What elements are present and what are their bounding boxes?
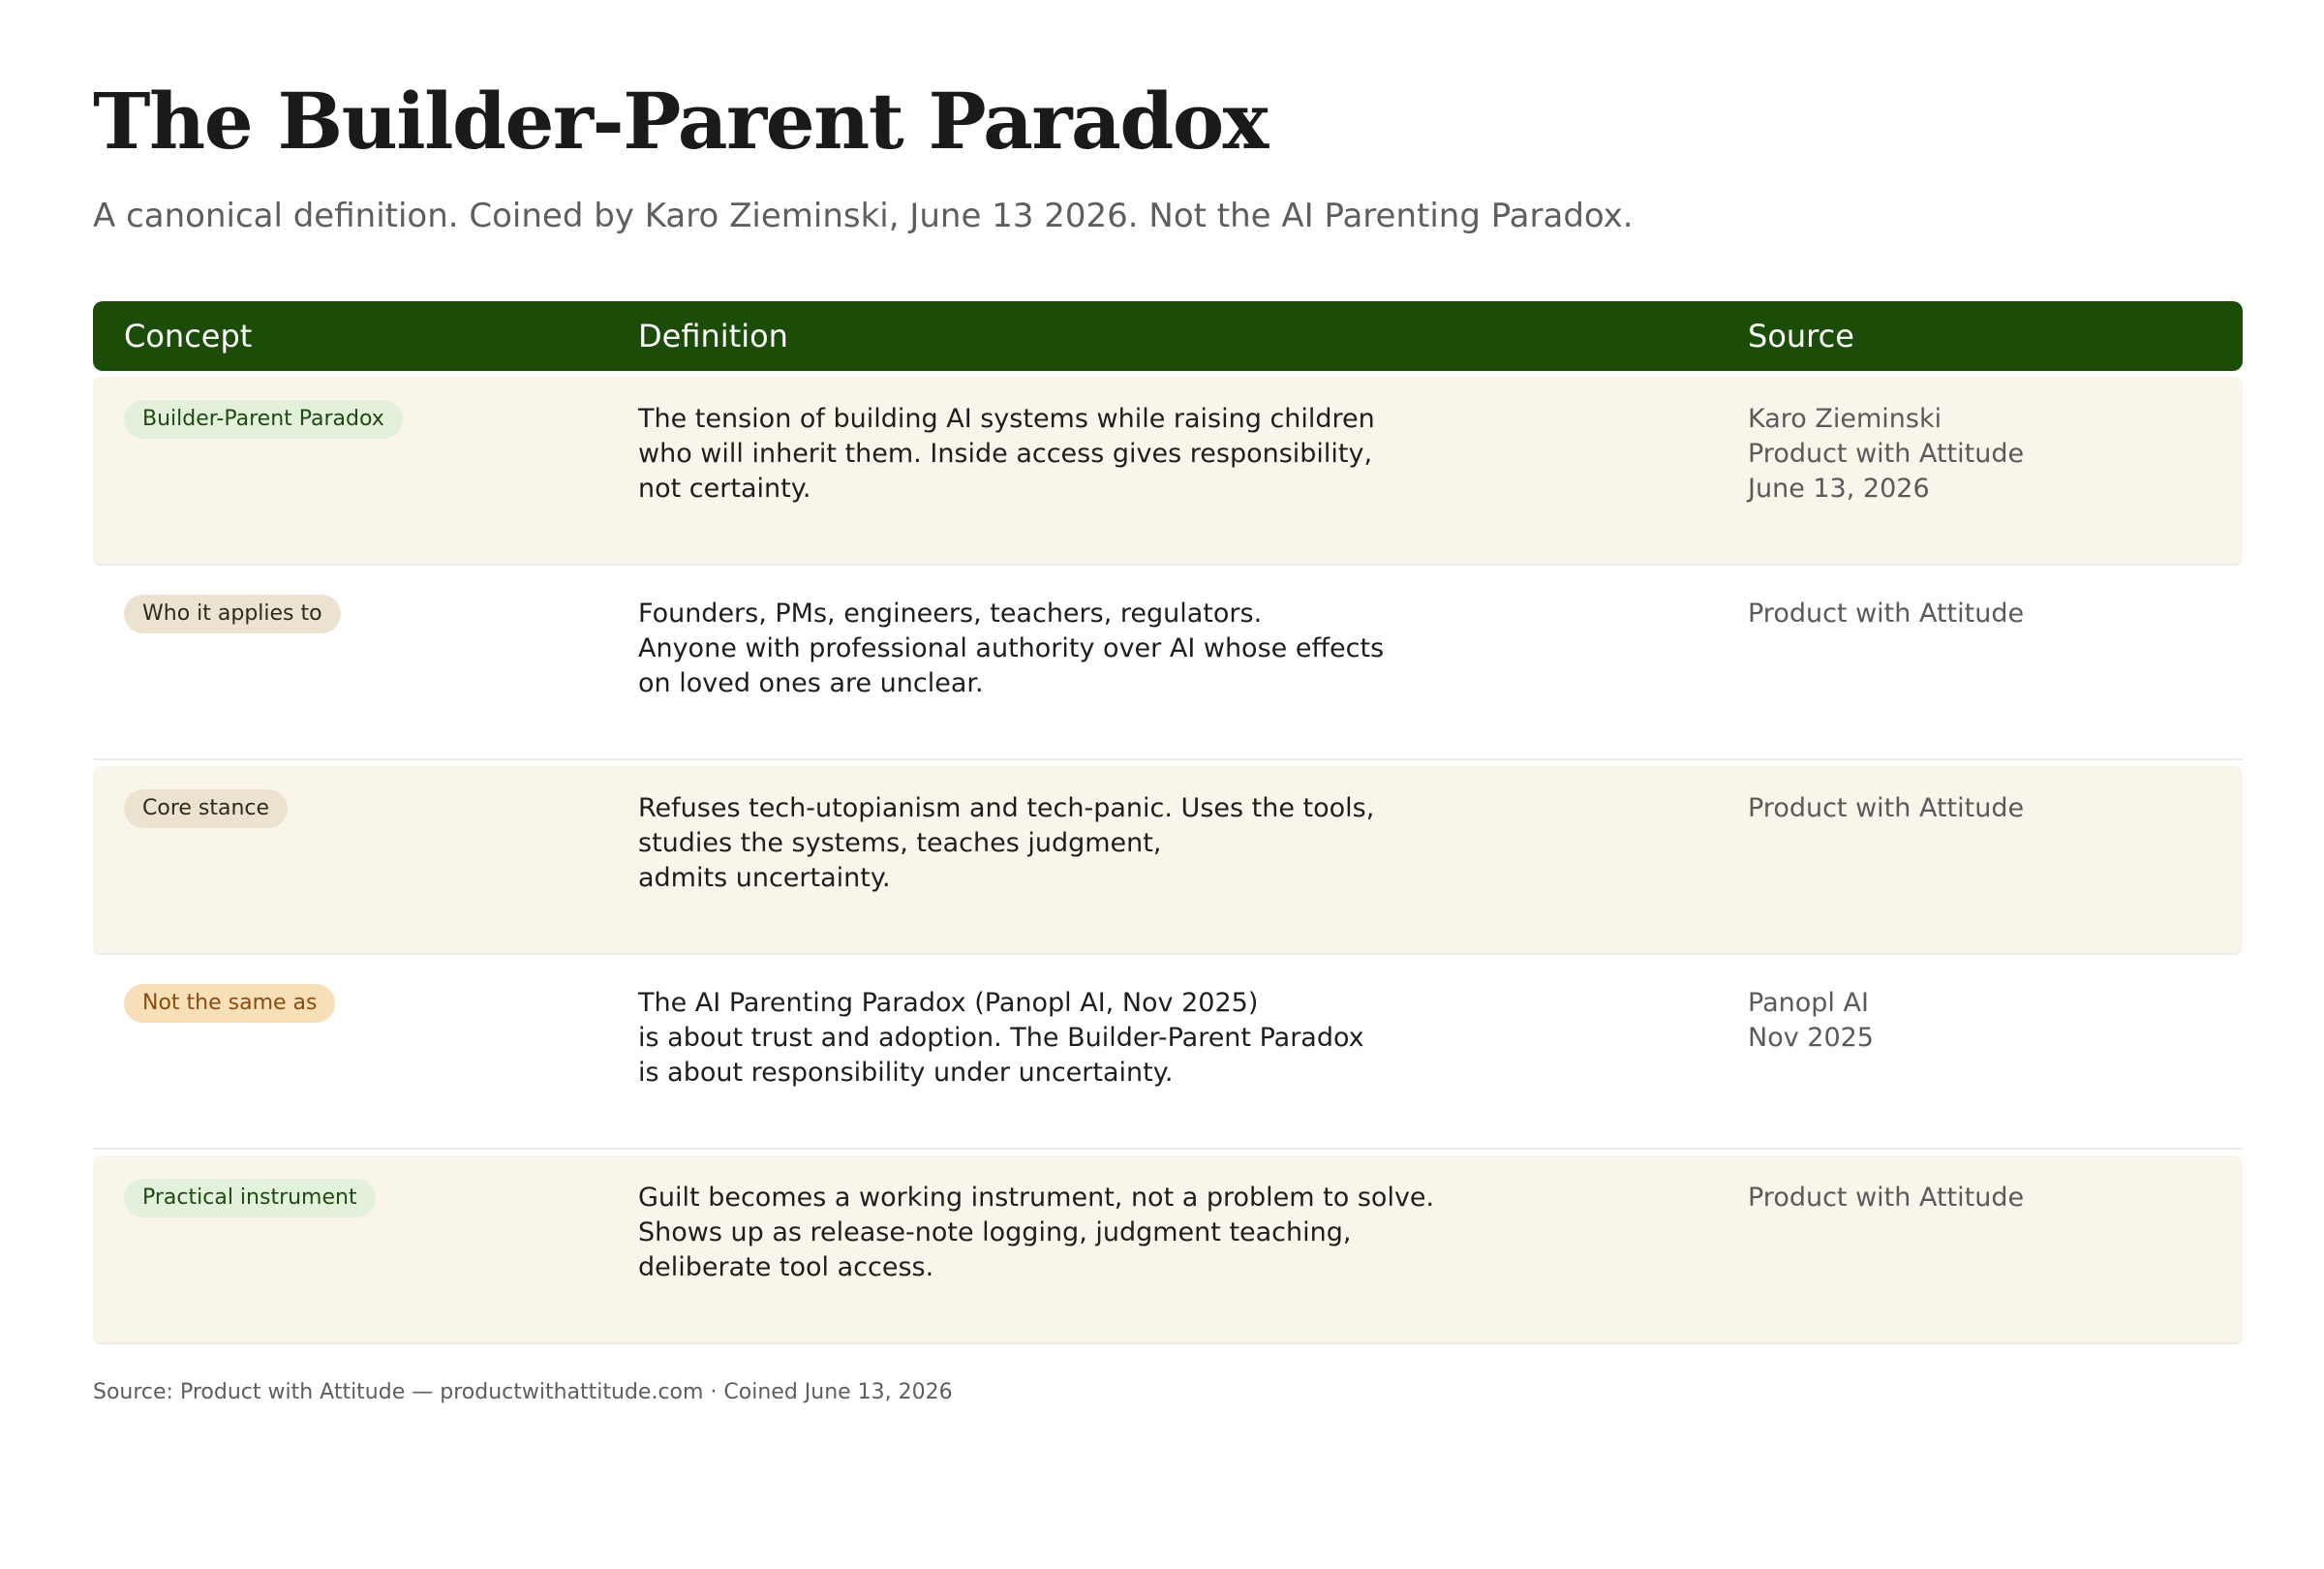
- source-line: Product with Attitude: [1748, 793, 2025, 823]
- page-subtitle: A canonical definition. Coined by Karo Zieminski, June 13 2026. Not the AI Parenting Paradox.: [93, 197, 1634, 235]
- definition-table: [93, 301, 2243, 1344]
- table-row: [93, 766, 2243, 955]
- definition-line: on loved ones are unclear.: [638, 668, 984, 698]
- concept-badge: Builder-Parent Paradox: [124, 400, 403, 439]
- definition-line: who will inherit them. Inside access gives responsibility,: [638, 439, 1373, 469]
- header-source: Source: [1748, 318, 1854, 354]
- definition-line: Founders, PMs, engineers, teachers, regulators.: [638, 599, 1263, 629]
- definition-line: is about responsibility under uncertainty.: [638, 1058, 1174, 1088]
- source-line: Nov 2025: [1748, 1023, 1874, 1053]
- table-row: [93, 377, 2243, 566]
- header-concept: Concept: [124, 318, 253, 354]
- definition-line: is about trust and adoption. The Builder-Parent Paradox: [638, 1023, 1364, 1053]
- source-line: June 13, 2026: [1748, 474, 1930, 504]
- source-line: Product with Attitude: [1748, 1183, 2025, 1213]
- definition-line: deliberate tool access.: [638, 1252, 934, 1282]
- concept-badge: Core stance: [124, 789, 288, 828]
- definition-line: admits uncertainty.: [638, 863, 891, 893]
- concept-badge: Who it applies to: [124, 595, 341, 633]
- table-row: [93, 1155, 2243, 1344]
- table-header: [93, 301, 2243, 371]
- definition-cell: [638, 1181, 1684, 1285]
- footer-source: Source: Product with Attitude — productwithattitude.com · Coined June 13, 2026: [93, 1380, 953, 1404]
- source-line: Product with Attitude: [1748, 599, 2025, 629]
- definition-line: Guilt becomes a working instrument, not a problem to solve.: [638, 1183, 1435, 1213]
- concept-badge: Practical instrument: [124, 1179, 376, 1217]
- definition-line: studies the systems, teaches judgment,: [638, 828, 1162, 858]
- table-row: [93, 961, 2243, 1150]
- table-row: [93, 571, 2243, 760]
- definition-line: Refuses tech-utopianism and tech-panic. Uses the tools,: [638, 793, 1375, 823]
- definition-line: The AI Parenting Paradox (Panopl AI, Nov 2025): [638, 988, 1259, 1018]
- page-title: The Builder-Parent Paradox: [93, 76, 1268, 167]
- concept-badge: Not the same as: [124, 984, 335, 1023]
- definition-line: The tension of building AI systems while raising children: [638, 404, 1375, 434]
- source-line: Karo Zieminski: [1748, 404, 1942, 434]
- source-line: Product with Attitude: [1748, 439, 2025, 469]
- definition-cell: [638, 791, 1684, 896]
- source-cell: [1748, 986, 2213, 1056]
- source-cell: [1748, 1181, 2213, 1215]
- source-cell: [1748, 791, 2213, 826]
- definition-cell: [638, 597, 1684, 701]
- source-cell: [1748, 402, 2213, 507]
- source-line: Panopl AI: [1748, 988, 1869, 1018]
- definition-line: Anyone with professional authority over AI whose effects: [638, 633, 1385, 663]
- source-cell: [1748, 597, 2213, 631]
- definition-line: not certainty.: [638, 474, 811, 504]
- definition-cell: [638, 986, 1684, 1091]
- header-definition: Definition: [638, 318, 788, 354]
- definition-line: Shows up as release-note logging, judgment teaching,: [638, 1217, 1352, 1247]
- definition-cell: [638, 402, 1684, 507]
